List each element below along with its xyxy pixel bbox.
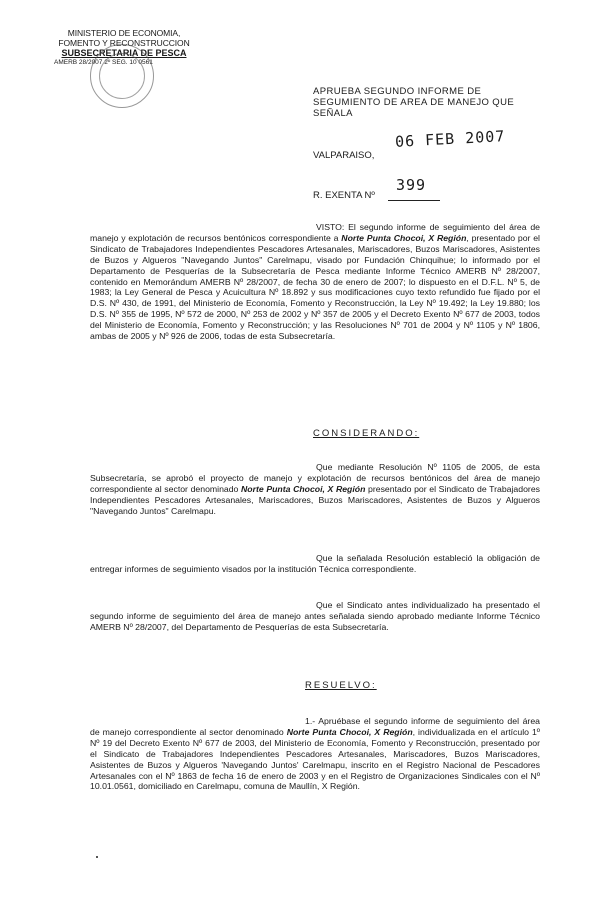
considerando-heading: CONSIDERANDO: bbox=[313, 428, 420, 439]
header-line-subsecretaria: SUBSECRETARIA DE PESCA bbox=[61, 48, 187, 58]
visto-lead: VISTO: El segundo informe de seguimiento del área de manejo y explotación de recursos bentónicos correspondiente a bbox=[90, 222, 540, 243]
considerando-1-lead: Que mediante Resolución Nº 1105 de 2005, de esta Subsecretaría, se aprobó el proyecto de manejo y explotación de recursos bentónicos del área de manejo correspondiente al sector denominado bbox=[90, 462, 540, 494]
exenta-underline bbox=[388, 200, 440, 201]
header-line-ministry: MINISTERIO DE ECONOMIA, bbox=[67, 28, 181, 38]
resuelvo-heading: RESUELVO: bbox=[305, 680, 377, 691]
considerando-paragraph-1 bbox=[90, 462, 540, 517]
scan-speck bbox=[96, 856, 98, 858]
resuelvo-1-lead: 1.- Apruébase el segundo informe de seguimiento del área de manejo correspondiente al sector denominado bbox=[90, 716, 540, 737]
resuelvo-paragraph-1 bbox=[90, 716, 540, 792]
resolution-title: APRUEBA SEGUNDO INFORME DE SEGUMIENTO DE AREA DE MANEJO QUE SEÑALA bbox=[313, 86, 515, 119]
considerando-1-rest: presentado por el Sindicato de Trabajadores Independientes Pescadores Artesanales, Mariscadores, Buzos Mariscadores, Asistentes de Buzos y Algueros "Navegando Juntos" Carelmapu. bbox=[90, 483, 540, 516]
considerando-paragraph-3: Que el Sindicato antes individualizado ha presentado el segundo informe de seguimiento del área de manejo antes señalada siendo aprobado mediante Informe Técnico AMERB Nº 28/2007, del Departamento de Pesquerías de esta Subsecretaría. bbox=[90, 600, 540, 632]
visto-area-name: Norte Punta Chocoi, X Región bbox=[341, 232, 467, 243]
header-line-fomento: FOMENTO Y RECONSTRUCCION bbox=[58, 38, 190, 48]
exenta-label: R. EXENTA Nº bbox=[313, 190, 375, 201]
place-label: VALPARAISO, bbox=[313, 150, 375, 161]
exenta-number: 399 bbox=[396, 176, 427, 194]
considerando-1-area-name: Norte Punta Chocoi, X Región bbox=[241, 483, 366, 494]
official-seal-stamp bbox=[90, 44, 154, 108]
considerando-paragraph-2: Que la señalada Resolución estableció la obligación de entregar informes de seguimiento visados por la institución Técnica correspondiente. bbox=[90, 553, 540, 574]
resuelvo-1-rest: , individualizada en el artículo 1º Nº 19 del Decreto Exento Nº 677 de 2003, del Ministerio de Economía, Fomento y Reconstrucción, presentado por el Sindicato de Trabajadores Independientes Pescadores Artesanales, Mariscadores, Buzos Mariscadores, Asistentes de Buzos y Algueros 'Navegando Juntos' Carelmapu, inscrito en el Registro Nacional de Pescadores Artesanales con el Nº 1863 de fecha 16 de enero de 2003 y en el Registro de Organizaciones Sindicales con el Nº 10.01.0561, domiciliado en Carelmapu, comuna de Maullín, X Región. bbox=[90, 726, 540, 792]
visto-rest: , presentado por el Sindicato de Trabajadores Independientes Pescadores Artesanales, Mariscadores, Buzos Mariscadores, Asistentes de Buzos y Algueros "Navegando Juntos" Carelmapu, visado por Fundación Chinquihue; lo informado por el Departamento de Pesquerías de la Subsecretaría de Pesca mediante Informe Técnico AMERB Nº 28/2007, contenido en Memorándum AMERB Nº 28/2007, de fecha 30 de enero de 2007; lo dispuesto en el D.F.L. Nº 5, de 1983; la Ley General de Pesca y Acuicultura Nº 18.892 y sus modificaciones cuyo texto refundido fue fijado por el D.S. Nº 430, de 1991, del Ministerio de Economía, Fomento y Reconstrucción, la Ley Nº 19.492; la Ley 19.880; los D.S. Nº 355 de 1995, Nº 572 de 2000, Nº 253 de 2002 y Nº 357 de 2005 y el Decreto Exento Nº 677 de 2003, todos del Ministerio de Economía, Fomento y Reconstrucción; y las Resoluciones Nº 701 de 2004 y Nº 1105 y Nº 1806, ambas de 2005 y Nº 926 de 2006, todas de esta Subsecretaría. bbox=[90, 232, 540, 342]
date-stamp: 06 FEB 2007 bbox=[394, 127, 506, 151]
visto-paragraph bbox=[90, 222, 540, 342]
resuelvo-1-area-name: Norte Punta Chocoi, X Región bbox=[286, 726, 413, 737]
header-line-reference: AMERB 28/2007 2º SEG. 10 0561 bbox=[54, 59, 153, 66]
